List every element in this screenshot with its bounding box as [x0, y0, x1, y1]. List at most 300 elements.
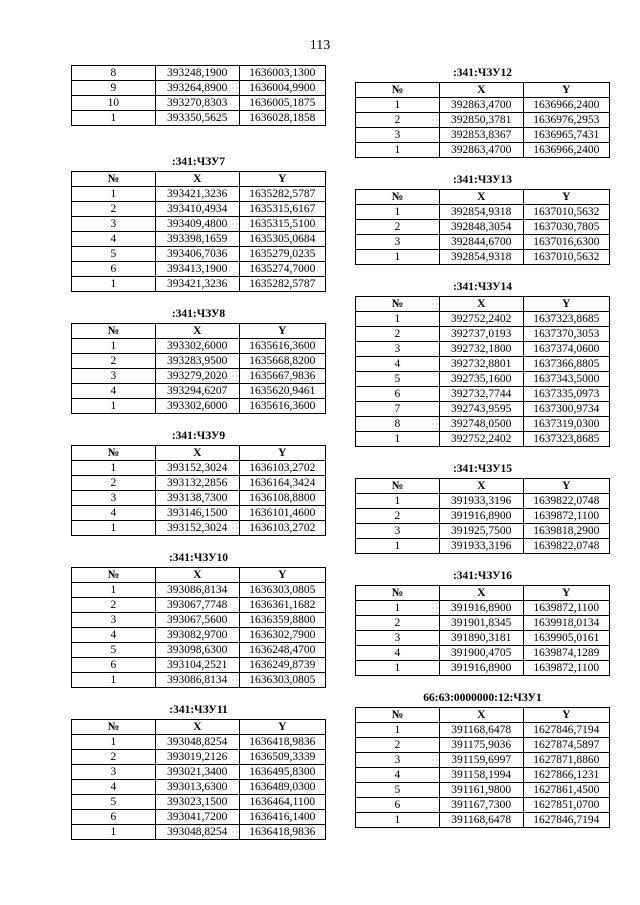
- column-header: X: [439, 479, 523, 494]
- table-row: [356, 494, 610, 509]
- table-cell: 1: [72, 399, 156, 414]
- table-row: [72, 232, 326, 247]
- table-cell: 1627874,5897: [523, 738, 609, 753]
- table-row: [72, 202, 326, 217]
- table-row: [72, 491, 326, 506]
- table-cell: 1639872,1100: [523, 601, 609, 616]
- coordinate-table: [355, 478, 610, 554]
- table-cell: 1636489,0300: [239, 780, 325, 795]
- table-cell: 1636966,2400: [523, 98, 609, 113]
- coordinate-table: [71, 171, 326, 292]
- table-cell: 1636418,9836: [239, 735, 325, 750]
- table-cell: 393067,7748: [155, 598, 239, 613]
- table-cell: 1627846,7194: [523, 723, 609, 738]
- column-header: Y: [523, 479, 609, 494]
- table-cell: 1639874,1289: [523, 646, 609, 661]
- table-cell: 392752,2402: [439, 432, 523, 447]
- table-row: [72, 461, 326, 476]
- table-cell: 392863,4700: [439, 98, 523, 113]
- table-cell: 2: [356, 113, 440, 128]
- table-cell: 393086,8134: [155, 583, 239, 598]
- column-header: Y: [239, 172, 325, 187]
- table-cell: 2: [356, 220, 440, 235]
- table-row: [356, 205, 610, 220]
- column-header: №: [72, 324, 156, 339]
- coordinate-table: [355, 189, 610, 265]
- table-cell: 4: [356, 357, 440, 372]
- table-cell: 1639905,0161: [523, 631, 609, 646]
- coordinate-block: [355, 690, 610, 828]
- table-header-row: [72, 568, 326, 583]
- table-row: [72, 354, 326, 369]
- table-cell: 391167,7300: [439, 798, 523, 813]
- column-header: X: [155, 720, 239, 735]
- table-cell: 1636303,0805: [239, 673, 325, 688]
- table-row: [356, 128, 610, 143]
- column-header: X: [155, 172, 239, 187]
- table-cell: 1636103,2702: [239, 521, 325, 536]
- table-cell: 1635315,6167: [239, 202, 325, 217]
- table-cell: 391916,8900: [439, 509, 523, 524]
- table-cell: 10: [72, 96, 156, 111]
- table-cell: 392735,1600: [439, 372, 523, 387]
- table-cell: 5: [72, 795, 156, 810]
- table-cell: 1: [72, 277, 156, 292]
- table-cell: 393283,9500: [155, 354, 239, 369]
- table-cell: 1627871,8860: [523, 753, 609, 768]
- table-cell: 391175,9036: [439, 738, 523, 753]
- table-row: [356, 813, 610, 828]
- table-cell: 393013,6300: [155, 780, 239, 795]
- table-cell: 393152,3024: [155, 461, 239, 476]
- table-cell: 392737,0193: [439, 327, 523, 342]
- table-row: [356, 372, 610, 387]
- table-cell: 1: [72, 187, 156, 202]
- column-header: X: [439, 708, 523, 723]
- table-cell: 1: [72, 735, 156, 750]
- table-cell: 1636101,4600: [239, 506, 325, 521]
- table-cell: 1635274,7000: [239, 262, 325, 277]
- table-cell: 1: [356, 250, 440, 265]
- table-row: [72, 247, 326, 262]
- table-cell: 392732,7744: [439, 387, 523, 402]
- table-row: [356, 524, 610, 539]
- coordinate-table: [355, 82, 610, 158]
- table-cell: 1: [356, 723, 440, 738]
- table-cell: 5: [72, 247, 156, 262]
- block-title: :341:ЧЗУ11: [169, 704, 228, 716]
- table-cell: 1637010,5632: [523, 205, 609, 220]
- table-cell: 1637335,0973: [523, 387, 609, 402]
- table-cell: 1639918,0134: [523, 616, 609, 631]
- table-cell: 3: [72, 491, 156, 506]
- table-cell: 393421,3236: [155, 187, 239, 202]
- table-row: [72, 825, 326, 840]
- table-cell: 1636003,1300: [239, 66, 325, 81]
- table-row: [72, 795, 326, 810]
- block-title: :341:ЧЗУ12: [452, 67, 513, 79]
- table-cell: 1635620,9461: [239, 384, 325, 399]
- table-row: [356, 342, 610, 357]
- table-cell: 4: [72, 384, 156, 399]
- table-cell: 6: [356, 387, 440, 402]
- table-cell: 1639872,1100: [523, 509, 609, 524]
- table-cell: 1636303,0805: [239, 583, 325, 598]
- column-header: №: [72, 568, 156, 583]
- table-cell: 2: [72, 750, 156, 765]
- table-cell: 393019,2126: [155, 750, 239, 765]
- block-title: :341:ЧЗУ16: [452, 570, 513, 582]
- table-row: [356, 798, 610, 813]
- table-cell: 393152,3024: [155, 521, 239, 536]
- table-cell: 1: [356, 661, 440, 676]
- block-title: :341:ЧЗУ14: [452, 281, 513, 293]
- table-cell: 1635305,0684: [239, 232, 325, 247]
- table-row: [356, 220, 610, 235]
- table-row: [356, 783, 610, 798]
- column-header: Y: [523, 190, 609, 205]
- table-cell: 391161,9800: [439, 783, 523, 798]
- table-cell: 4: [72, 780, 156, 795]
- table-row: [72, 658, 326, 673]
- table-cell: 5: [72, 643, 156, 658]
- table-row: [356, 143, 610, 158]
- column-header: Y: [239, 568, 325, 583]
- table-cell: 391925,7500: [439, 524, 523, 539]
- table-cell: 1635282,5787: [239, 277, 325, 292]
- table-cell: 392752,2402: [439, 312, 523, 327]
- table-cell: 1: [72, 461, 156, 476]
- table-cell: 392732,8801: [439, 357, 523, 372]
- table-cell: 393264,8900: [155, 81, 239, 96]
- coordinate-block: [355, 65, 610, 158]
- table-cell: 392748,0500: [439, 417, 523, 432]
- table-cell: 391916,8900: [439, 601, 523, 616]
- table-row: [356, 357, 610, 372]
- table-cell: 4: [356, 646, 440, 661]
- table-cell: 392854,9318: [439, 250, 523, 265]
- table-row: [356, 661, 610, 676]
- table-cell: 1: [356, 601, 440, 616]
- table-cell: 391168,6478: [439, 723, 523, 738]
- table-header-row: [356, 586, 610, 601]
- table-cell: 393413,1900: [155, 262, 239, 277]
- table-row: [72, 384, 326, 399]
- table-cell: 9: [72, 81, 156, 96]
- table-row: [356, 327, 610, 342]
- table-header-row: [356, 190, 610, 205]
- table-cell: 1637374,0600: [523, 342, 609, 357]
- table-row: [72, 339, 326, 354]
- table-cell: 1636108,8800: [239, 491, 325, 506]
- coordinate-block: [71, 306, 326, 414]
- table-cell: 1636509,3339: [239, 750, 325, 765]
- table-row: [356, 738, 610, 753]
- coordinate-block: [71, 428, 326, 536]
- table-cell: 393098,6300: [155, 643, 239, 658]
- table-cell: 1636361,1682: [239, 598, 325, 613]
- block-title: 66:63:0000000:12:ЧЗУ1: [423, 692, 542, 704]
- coordinate-table: [71, 719, 326, 840]
- table-cell: 1636416,1400: [239, 810, 325, 825]
- table-cell: 1: [72, 825, 156, 840]
- table-cell: 391900,4705: [439, 646, 523, 661]
- table-row: [72, 187, 326, 202]
- table-cell: 4: [72, 232, 156, 247]
- table-row: [356, 753, 610, 768]
- column-header: Y: [523, 708, 609, 723]
- table-cell: 393248,1900: [155, 66, 239, 81]
- table-row: [72, 506, 326, 521]
- table-cell: 1: [356, 539, 440, 554]
- table-cell: 1639872,1100: [523, 661, 609, 676]
- table-cell: 1: [356, 813, 440, 828]
- table-cell: 391901,8345: [439, 616, 523, 631]
- table-header-row: [356, 83, 610, 98]
- table-cell: 392732,1800: [439, 342, 523, 357]
- coordinate-block: [355, 461, 610, 554]
- table-cell: 392850,3781: [439, 113, 523, 128]
- table-cell: 1: [356, 432, 440, 447]
- coordinate-table: [355, 707, 610, 828]
- table-cell: 1636005,1875: [239, 96, 325, 111]
- table-cell: 1636965,7431: [523, 128, 609, 143]
- table-cell: 6: [72, 262, 156, 277]
- table-cell: 1637323,8685: [523, 432, 609, 447]
- table-cell: 3: [356, 524, 440, 539]
- coordinate-table: [355, 296, 610, 447]
- table-row: [72, 750, 326, 765]
- table-cell: 393410,4934: [155, 202, 239, 217]
- table-cell: 6: [72, 658, 156, 673]
- table-cell: 393294,6207: [155, 384, 239, 399]
- table-cell: 393067,5600: [155, 613, 239, 628]
- table-cell: 393138,7300: [155, 491, 239, 506]
- table-cell: 1627851,0700: [523, 798, 609, 813]
- table-row: [72, 369, 326, 384]
- table-row: [72, 111, 326, 126]
- table-row: [72, 66, 326, 81]
- table-cell: 391933,3196: [439, 494, 523, 509]
- table-cell: 1: [356, 205, 440, 220]
- table-cell: 1: [356, 494, 440, 509]
- table-cell: 391916,8900: [439, 661, 523, 676]
- column-header: №: [72, 446, 156, 461]
- table-cell: 3: [356, 128, 440, 143]
- table-cell: 1635616,3600: [239, 399, 325, 414]
- table-row: [72, 476, 326, 491]
- table-cell: 2: [356, 738, 440, 753]
- table-cell: 393021,3400: [155, 765, 239, 780]
- table-cell: 1639818,2900: [523, 524, 609, 539]
- table-cell: 2: [356, 616, 440, 631]
- coordinate-block: [355, 568, 610, 676]
- right-column: [355, 65, 610, 828]
- table-header-row: [72, 720, 326, 735]
- table-cell: 393279,2020: [155, 369, 239, 384]
- block-title: :341:ЧЗУ15: [452, 463, 513, 475]
- table-row: [356, 601, 610, 616]
- column-header: X: [439, 586, 523, 601]
- table-row: [356, 387, 610, 402]
- coordinate-block: [355, 172, 610, 265]
- table-cell: 4: [72, 506, 156, 521]
- coordinate-block: [355, 279, 610, 447]
- table-cell: 392854,9318: [439, 205, 523, 220]
- table-cell: 1636359,8800: [239, 613, 325, 628]
- table-cell: 1: [356, 98, 440, 113]
- table-cell: 1635315,5100: [239, 217, 325, 232]
- block-title: :341:ЧЗУ13: [452, 174, 513, 186]
- table-cell: 2: [356, 327, 440, 342]
- table-cell: 393104,2521: [155, 658, 239, 673]
- table-cell: 1635279,0235: [239, 247, 325, 262]
- table-cell: 6: [72, 810, 156, 825]
- table-cell: 393086,8134: [155, 673, 239, 688]
- table-cell: 3: [356, 342, 440, 357]
- table-cell: 3: [72, 369, 156, 384]
- table-cell: 392848,3054: [439, 220, 523, 235]
- column-header: №: [356, 297, 440, 312]
- column-header: Y: [523, 83, 609, 98]
- table-row: [356, 646, 610, 661]
- table-cell: 2: [72, 598, 156, 613]
- table-row: [356, 509, 610, 524]
- table-cell: 393146,1500: [155, 506, 239, 521]
- table-cell: 1: [72, 583, 156, 598]
- table-cell: 1637300,9734: [523, 402, 609, 417]
- table-cell: 393406,7036: [155, 247, 239, 262]
- table-cell: 1: [356, 143, 440, 158]
- table-cell: 3: [72, 217, 156, 232]
- table-cell: 393302,6000: [155, 339, 239, 354]
- table-cell: 1636004,9900: [239, 81, 325, 96]
- table-header-row: [72, 324, 326, 339]
- column-header: №: [356, 190, 440, 205]
- coordinate-block: [71, 702, 326, 840]
- table-cell: 1: [72, 339, 156, 354]
- table-cell: 392844,6700: [439, 235, 523, 250]
- table-row: [72, 673, 326, 688]
- table-row: [356, 250, 610, 265]
- table-cell: 6: [356, 798, 440, 813]
- coordinate-table: [71, 323, 326, 414]
- column-header: №: [356, 479, 440, 494]
- table-cell: 392863,4700: [439, 143, 523, 158]
- table-cell: 1636249,8739: [239, 658, 325, 673]
- table-cell: 1635668,8200: [239, 354, 325, 369]
- table-row: [356, 432, 610, 447]
- table-cell: 393302,6000: [155, 399, 239, 414]
- table-cell: 1: [72, 111, 156, 126]
- table-cell: 3: [72, 613, 156, 628]
- table-cell: 393132,2856: [155, 476, 239, 491]
- table-cell: 1636418,9836: [239, 825, 325, 840]
- table-row: [72, 521, 326, 536]
- table-cell: 1636495,8300: [239, 765, 325, 780]
- table-cell: 1637016,6300: [523, 235, 609, 250]
- table-row: [72, 583, 326, 598]
- block-title: :341:ЧЗУ8: [171, 308, 226, 320]
- table-cell: 392743,9595: [439, 402, 523, 417]
- table-cell: 393082,9700: [155, 628, 239, 643]
- table-row: [72, 262, 326, 277]
- table-cell: 2: [72, 476, 156, 491]
- column-header: X: [155, 324, 239, 339]
- table-cell: 3: [72, 765, 156, 780]
- table-cell: 2: [356, 509, 440, 524]
- column-header: X: [439, 190, 523, 205]
- coordinate-table: [71, 445, 326, 536]
- table-row: [72, 735, 326, 750]
- table-cell: 7: [356, 402, 440, 417]
- table-header-row: [356, 708, 610, 723]
- table-cell: 8: [356, 417, 440, 432]
- table-row: [356, 98, 610, 113]
- table-cell: 393421,3236: [155, 277, 239, 292]
- table-cell: 1637030,7805: [523, 220, 609, 235]
- column-header: Y: [239, 720, 325, 735]
- block-title: :341:ЧЗУ9: [171, 430, 226, 442]
- table-row: [356, 235, 610, 250]
- table-header-row: [72, 172, 326, 187]
- table-cell: 1636966,2400: [523, 143, 609, 158]
- table-cell: 1636976,2953: [523, 113, 609, 128]
- block-title: :341:ЧЗУ10: [168, 552, 229, 564]
- column-header: X: [155, 568, 239, 583]
- column-header: №: [72, 172, 156, 187]
- table-row: [356, 402, 610, 417]
- table-row: [356, 616, 610, 631]
- column-header: №: [72, 720, 156, 735]
- table-cell: 1: [356, 312, 440, 327]
- table-row: [72, 277, 326, 292]
- table-row: [72, 613, 326, 628]
- block-title: :341:ЧЗУ7: [171, 156, 226, 168]
- column-header: №: [356, 83, 440, 98]
- table-row: [72, 810, 326, 825]
- table-row: [356, 631, 610, 646]
- column-header: Y: [523, 297, 609, 312]
- column-header: X: [439, 83, 523, 98]
- table-cell: 2: [72, 202, 156, 217]
- column-header: №: [356, 708, 440, 723]
- coordinate-table: [355, 585, 610, 676]
- table-cell: 1635667,9836: [239, 369, 325, 384]
- table-row: [356, 723, 610, 738]
- table-row: [72, 217, 326, 232]
- table-cell: 3: [356, 235, 440, 250]
- column-header: Y: [239, 324, 325, 339]
- table-cell: 393350,5625: [155, 111, 239, 126]
- table-cell: 391159,6997: [439, 753, 523, 768]
- table-row: [356, 417, 610, 432]
- table-row: [72, 399, 326, 414]
- table-cell: 8: [72, 66, 156, 81]
- table-cell: 1636028,1858: [239, 111, 325, 126]
- table-cell: 1637366,8805: [523, 357, 609, 372]
- table-cell: 393041,7200: [155, 810, 239, 825]
- table-cell: 1639822,0748: [523, 539, 609, 554]
- coordinate-block: [71, 65, 326, 126]
- table-row: [72, 628, 326, 643]
- table-row: [356, 113, 610, 128]
- coordinate-table: [71, 65, 326, 126]
- table-cell: 1636164,3424: [239, 476, 325, 491]
- left-column: [71, 65, 326, 840]
- table-cell: 2: [72, 354, 156, 369]
- table-cell: 393048,8254: [155, 825, 239, 840]
